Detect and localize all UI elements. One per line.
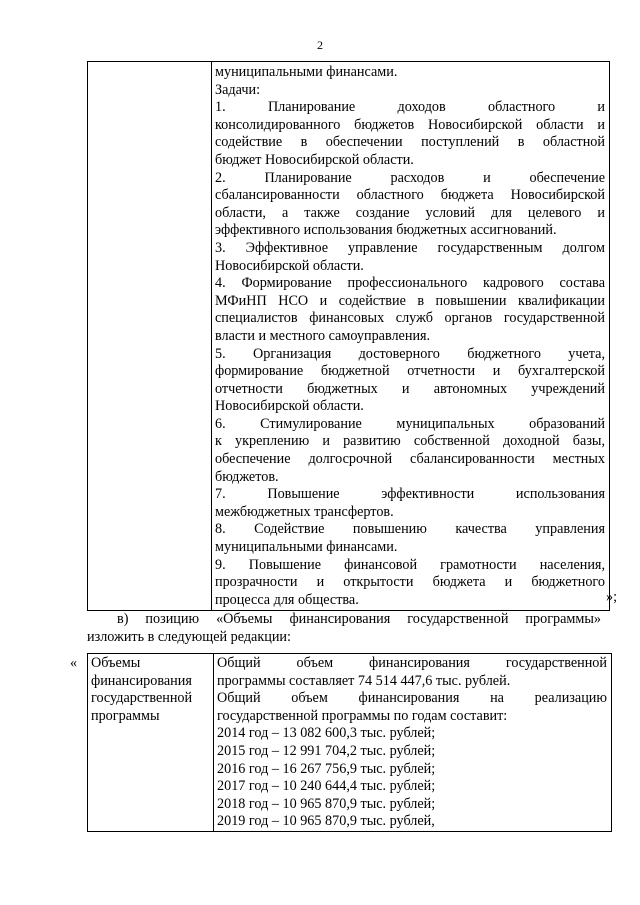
paragraph-line-1: в) позицию «Объемы финансирования государственной программы» [117, 611, 601, 627]
funding-text-line: 2016 год – 16 267 756,9 тыс. рублей; [217, 760, 436, 777]
task-text-line: к укреплению и развитию собственной доходной базы, [215, 433, 605, 450]
funding-text-line: 2017 год – 10 240 644,4 тыс. рублей; [217, 778, 436, 795]
task-text-line: МФиНП НСО и содействие в повышении квалификации [215, 292, 605, 309]
closing-quote-mark: »; [606, 589, 618, 605]
funding-text-line: Общий объем финансирования государственной [217, 655, 607, 671]
funding-text-line: 2014 год – 13 082 600,3 тыс. рублей; [217, 725, 436, 742]
task-text-line: области, а также создание условий для целевого и [215, 204, 605, 221]
task-text-line: обеспечение долгосрочной сбалансированности местных [215, 451, 605, 468]
funding-label-line: Объемы [91, 655, 141, 671]
task-text-line: сбалансированности областного бюджета Новосибирской [215, 187, 605, 204]
task-text-line: власти и местного самоуправления. [215, 327, 431, 344]
tasks-table-label-cell [88, 62, 212, 611]
task-text-line: бюджет Новосибирской области. [215, 151, 414, 168]
page-number: 2 [317, 38, 323, 52]
task-text-line: бюджетов. [215, 468, 279, 485]
funding-label-line: государственной [91, 690, 193, 707]
funding-text-line: 2015 год – 12 991 704,2 тыс. рублей; [217, 742, 436, 759]
task-text-line: отчетности бюджетных и автономных учреждений [215, 380, 605, 397]
opening-quote-mark: « [70, 655, 78, 671]
task-text-line: муниципальными финансами. [215, 539, 398, 556]
funding-text-line: государственной программы по годам составит: [217, 707, 508, 724]
funding-label-line: программы [91, 707, 160, 724]
funding-text-line: Общий объем финансирования на реализацию [217, 690, 607, 707]
funding-text-line: 2018 год – 10 965 870,9 тыс. рублей; [217, 795, 436, 812]
task-text-line: Задачи: [215, 81, 261, 98]
task-text-line: муниципальными финансами. [215, 64, 398, 80]
task-text-line: 9. Повышение финансовой грамотности населения, [215, 556, 605, 573]
funding-table [87, 653, 612, 832]
task-text-line: 8. Содействие повышению качества управления [215, 521, 605, 538]
funding-label-line: финансирования [91, 672, 192, 689]
task-text-line: межбюджетных трансфертов. [215, 503, 394, 520]
task-text-line: Новосибирской области. [215, 398, 364, 415]
task-text-line: 7. Повышение эффективности использования [215, 486, 605, 503]
task-text-line: 4. Формирование профессионального кадрового состава [215, 275, 605, 292]
task-text-line: 5. Организация достоверного бюджетного учета, [215, 345, 605, 362]
funding-label-cell [88, 654, 214, 832]
funding-value-cell [214, 654, 612, 832]
task-text-line: 1. Планирование доходов областного и [215, 99, 605, 116]
tasks-table-content-cell [212, 62, 610, 611]
tasks-table [87, 61, 610, 611]
task-text-line: эффективного использования бюджетных ассигнований. [215, 222, 557, 239]
tasks-lines [215, 64, 605, 609]
amendment-paragraph [87, 611, 601, 646]
task-text-line: процесса для общества. [215, 591, 359, 608]
task-text-line: 2. Планирование расходов и обеспечение [215, 169, 605, 186]
task-text-line: Новосибирской области. [215, 257, 364, 274]
funding-text-line: 2019 год – 10 965 870,9 тыс. рублей, [217, 813, 435, 830]
paragraph-line-2: изложить в следующей редакции: [87, 628, 291, 645]
task-text-line: 6. Стимулирование муниципальных образований [215, 415, 605, 432]
task-text-line: прозрачности и открытости бюджета и бюджетного [215, 574, 605, 591]
task-text-line: консолидированного бюджетов Новосибирской области и [215, 116, 605, 133]
task-text-line: содействие в обеспечении поступлений в областной [215, 134, 605, 151]
task-text-line: формирование бюджетной отчетности и бухгалтерской [215, 363, 605, 380]
task-text-line: 3. Эффективное управление государственным долгом [215, 239, 605, 256]
task-text-line: специалистов финансовых служб органов государственной [215, 310, 605, 327]
funding-lines [217, 655, 607, 831]
funding-text-line: программы составляет 74 514 447,6 тыс. рублей. [217, 672, 511, 689]
